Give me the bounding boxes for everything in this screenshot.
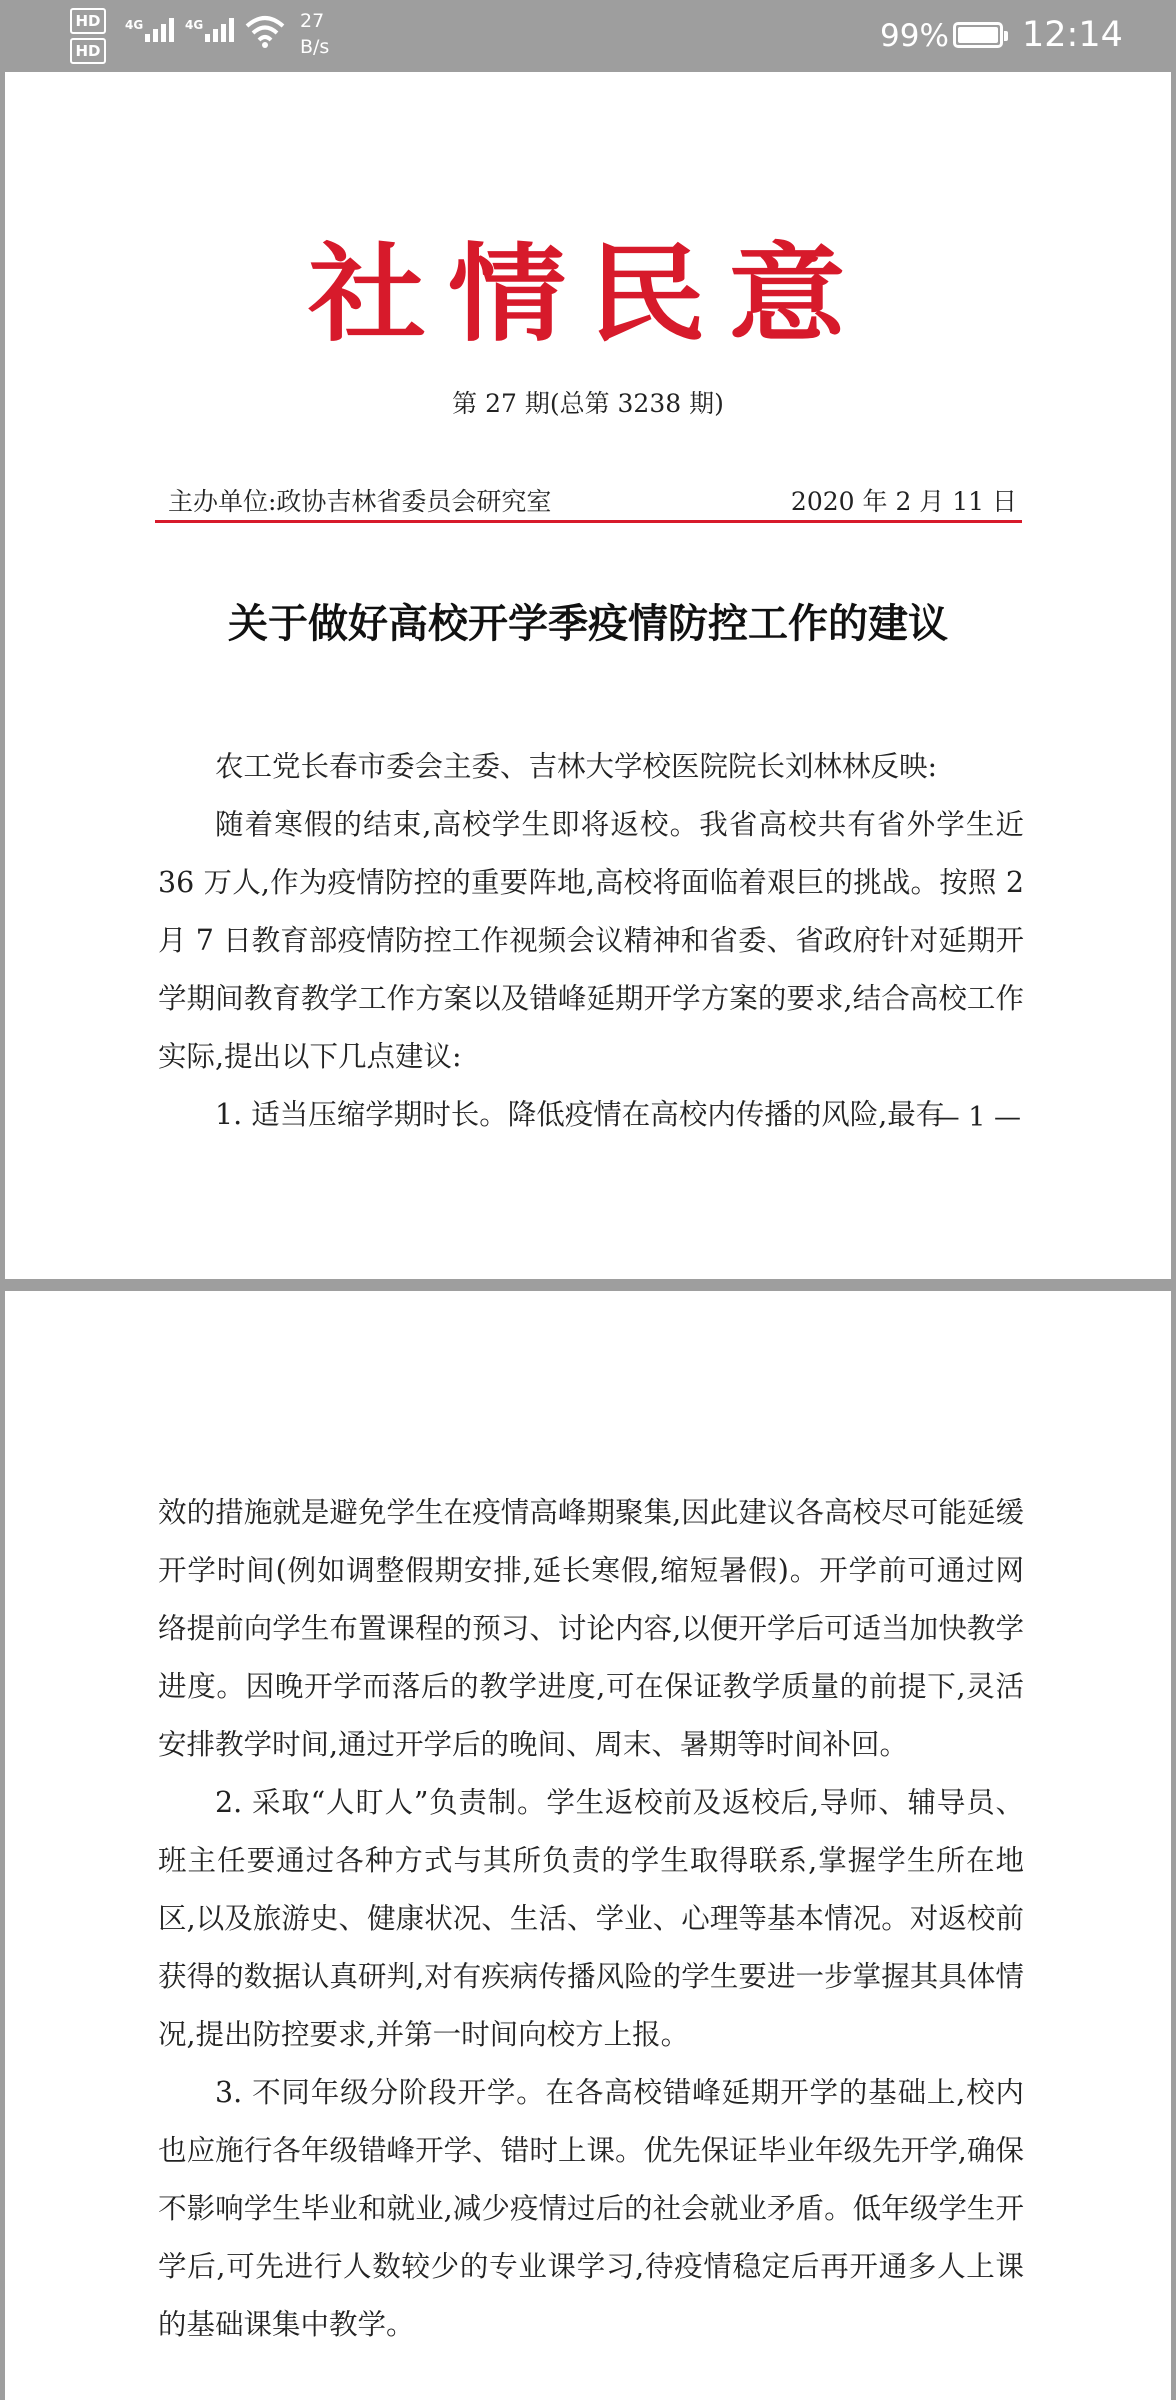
document-page-2[interactable] [5, 1291, 1171, 2400]
signal-icon-sim2 [185, 18, 237, 42]
masthead: 社情民意 [307, 231, 868, 357]
battery-icon [953, 22, 1003, 48]
network-type-2: 4G [185, 18, 204, 32]
document-title: 关于做好高校开学季疫情防控工作的建议 [228, 600, 948, 647]
page-number: — 1 — [932, 1102, 1021, 1133]
battery-percent: 99% [880, 18, 949, 54]
status-bar [0, 0, 1176, 70]
body-text [158, 738, 1024, 1144]
issue-number: 第 27 期(总第 3238 期) [452, 389, 724, 418]
signal-icon-sim1 [125, 18, 177, 42]
hd-badge-1: HD [70, 8, 106, 34]
network-type-1: 4G [125, 18, 144, 32]
hd-indicators [70, 8, 106, 68]
network-speed: 27 B/s [300, 10, 330, 58]
clock: 12:14 [1022, 15, 1123, 55]
body-text [158, 1484, 1024, 2354]
publication-date: 2020 年 2 月 11 日 [790, 487, 1017, 516]
hd-badge-2: HD [70, 38, 106, 64]
sponsor: 主办单位:政协吉林省委员会研究室 [168, 487, 552, 516]
paragraph: 农工党长春市委会主委、吉林大学校医院院长刘林林反映: [215, 750, 938, 783]
document-page-1[interactable] [5, 72, 1171, 1279]
paragraph: 随着寒假的结束,高校学生即将返校。我省高校共有省外学生近 36 万人,作为疫情防控的重要阵地,高校将面临着艰巨的挑战。按照 2 月 7 日教育部疫情防控工作视频会议精神和省委、省政府针对延期开学期间教育教学工作方案以及错峰延期开学方案的要求,结合高校工作实际,提出以下几点建议: [158, 808, 1024, 1073]
header-divider [155, 520, 1022, 523]
wifi-icon [245, 14, 285, 52]
paragraph: 2. 采取“人盯人”负责制。学生返校前及返校后,导师、辅导员、班主任要通过各种方式与其所负责的学生取得联系,掌握学生所在地区,以及旅游史、健康状况、生活、学业、心理等基本情况。对返校前获得的数据认真研判,对有疾病传播风险的学生要进一步掌握其具体情况,提出防控要求,并第一时间向校方上报。 [158, 1786, 1024, 2051]
paragraph: 1. 适当压缩学期时长。降低疫情在高校内传播的风险,最有 [215, 1098, 945, 1131]
paragraph: 3. 不同年级分阶段开学。在各高校错峰延期开学的基础上,校内也应施行各年级错峰开学、错时上课。优先保证毕业年级先开学,确保不影响学生毕业和就业,减少疫情过后的社会就业矛盾。低年级学生开学后,可先进行人数较少的专业课学习,待疫情稳定后再开通多人上课的基础课集中教学。 [158, 2076, 1024, 2341]
paragraph: 效的措施就是避免学生在疫情高峰期聚集,因此建议各高校尽可能延缓开学时间(例如调整假期安排,延长寒假,缩短暑假)。开学前可通过网络提前向学生布置课程的预习、讨论内容,以便开学后可适当加快教学进度。因晚开学而落后的教学进度,可在保证教学质量的前提下,灵活安排教学时间,通过开学后的晚间、周末、暑期等时间补回。 [158, 1496, 1024, 1761]
